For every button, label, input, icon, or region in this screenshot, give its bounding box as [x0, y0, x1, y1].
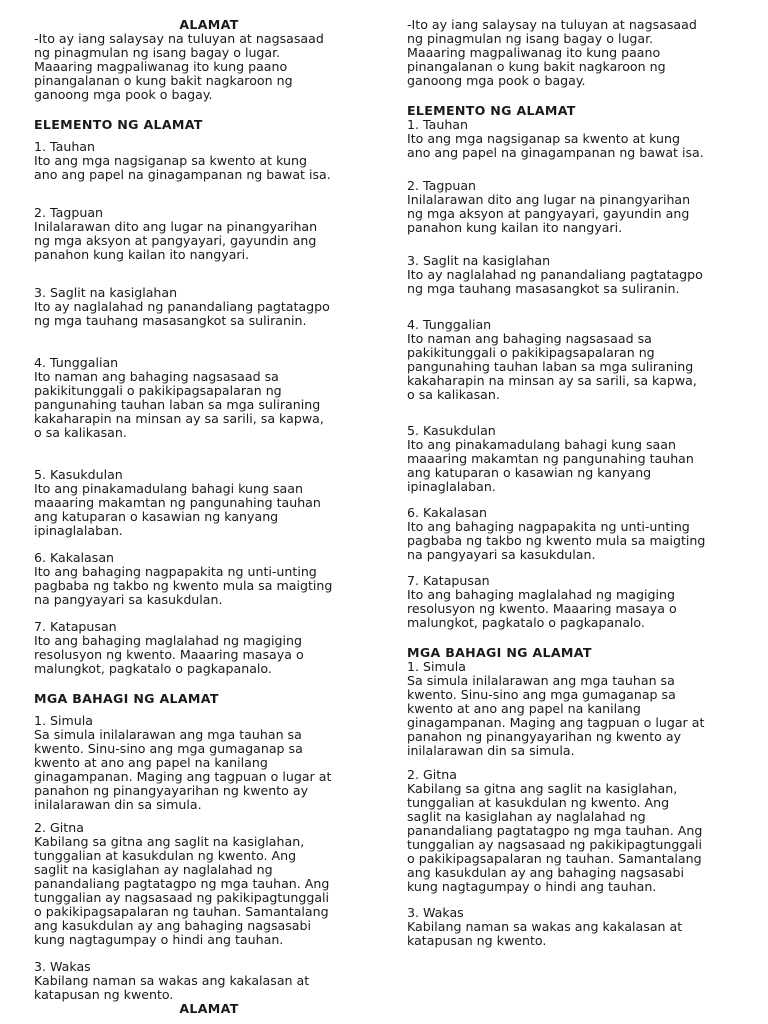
element-body: Ito naman ang bahaging nagsasaad sa pakikitunggali o pakikipagsapalaran ng pangunahing tauhan laban sa mga suliraning kakaharapin na minsan ay sa sarili, sa kapwa, o sa kalikasan.: [34, 369, 324, 440]
element-body: Ito naman ang bahaging nagsasaad sa pakikitunggali o pakikipagsapalaran ng pangunahing tauhan laban sa mga suliraning kakaharapin na minsan ay sa sarili, sa kapwa, o sa kalikasan.: [407, 331, 697, 402]
element-body: Inilalarawan dito ang lugar na pinangyarihan ng mga aksyon at pangyayari, gayundin ang panahon kung kailan ito nangyari.: [407, 192, 691, 235]
part-body: Kabilang sa gitna ang saglit na kasiglahan, tunggalian at kasukdulan ng kwento. Ang saglit na kasiglahan ay naglalahad ng panandaliang pagtatagpo ng mga tauhan. Ang tunggalian ay nagsasaad ng pakikipagtunggali o pakikipagsapalaran ng tauhan. Samantalang ang kasukdulan ay ang bahaging nagsasabi kung nagtagumpay o hindi ang tauhan.: [407, 781, 703, 894]
part-title: 2. Gitna: [407, 767, 457, 782]
element-body: Ito ay naglalahad ng panandaliang pagtatagpo ng mga tauhang masasangkot sa suliranin.: [407, 267, 703, 296]
part-body: Kabilang sa gitna ang saglit na kasiglahan, tunggalian at kasukdulan ng kwento. Ang saglit na kasiglahan ay naglalahad ng panandaliang pagtatagpo ng mga tauhan. Ang tunggalian ay nagsasaad ng pakikipagtunggali o pakikipagsapalaran ng tauhan. Samantalang ang kasukdulan ay ang bahaging nagsasabi kung nagtagumpay o hindi ang tauhan.: [34, 834, 330, 947]
part-title: 1. Simula: [34, 713, 93, 728]
footer-title: ALAMAT: [179, 1001, 239, 1016]
element-title: 5. Kasukdulan: [34, 467, 123, 482]
element-body: Ito ay naglalahad ng panandaliang pagtatagpo ng mga tauhang masasangkot sa suliranin.: [34, 299, 330, 328]
bahagi-heading: MGA BAHAGI NG ALAMAT: [407, 645, 592, 660]
element-title: 1. Tauhan: [34, 139, 96, 154]
element-title: 4. Tunggalian: [34, 355, 119, 370]
part-body: Sa simula inilalarawan ang mga tauhan sa kwento. Sinu-sino ang mga gumaganap sa kwento at ano ang papel na kanilang ginagampanan. Maging ang tagpuan o lugar at panahon ng pinangyayarihan ng kwento ay inilalarawan din sa simula.: [34, 727, 332, 812]
elemento-heading: ELEMENTO NG ALAMAT: [34, 117, 203, 132]
element-body: Ito ang bahaging nagpapakita ng unti-unting pagbaba ng takbo ng kwento mula sa maigting na pangyayari sa kasukdulan.: [407, 519, 706, 562]
left-column: [34, 18, 374, 1016]
intro-paragraph: -Ito ay iang salaysay na tuluyan at nagsasaad ng pinagmulan ng isang bagay o lugar. Maaaring magpaliwanag ito kung paano pinangalanan o kung bakit nagkaroon ng ganoong mga pook o bagay.: [407, 17, 697, 88]
elemento-heading: ELEMENTO NG ALAMAT: [407, 103, 576, 118]
element-body: Ito ang bahaging maglalahad ng magiging resolusyon ng kwento. Maaaring masaya o malungkot, pagkatalo o pagkapanalo.: [407, 587, 677, 630]
element-title: 2. Tagpuan: [34, 205, 104, 220]
element-body: Ito ang mga nagsiganap sa kwento at kung ano ang papel na ginagampanan ng bawat isa.: [34, 153, 331, 182]
element-body: Ito ang mga nagsiganap sa kwento at kung ano ang papel na ginagampanan ng bawat isa.: [407, 131, 704, 160]
element-body: Ito ang pinakamadulang bahagi kung saan maaaring makamtan ng pangunahing tauhan ang katuparan o kasawian ng kanyang ipinaglalaban.: [407, 437, 694, 494]
element-title: 7. Katapusan: [407, 573, 490, 588]
element-title: 6. Kakalasan: [407, 505, 488, 520]
element-title: 2. Tagpuan: [407, 178, 477, 193]
element-title: 3. Saglit na kasiglahan: [34, 285, 178, 300]
element-body: Ito ang pinakamadulang bahagi kung saan maaaring makamtan ng pangunahing tauhan ang katuparan o kasawian ng kanyang ipinaglalaban.: [34, 481, 321, 538]
part-title: 1. Simula: [407, 659, 466, 674]
part-body: Kabilang naman sa wakas ang kakalasan at katapusan ng kwento.: [34, 973, 310, 1002]
element-body: Ito ang bahaging nagpapakita ng unti-unting pagbaba ng takbo ng kwento mula sa maigting na pangyayari sa kasukdulan.: [34, 564, 333, 607]
element-title: 7. Katapusan: [34, 619, 117, 634]
element-body: Inilalarawan dito ang lugar na pinangyarihan ng mga aksyon at pangyayari, gayundin ang panahon kung kailan ito nangyari.: [34, 219, 318, 262]
part-body: Sa simula inilalarawan ang mga tauhan sa kwento. Sinu-sino ang mga gumaganap sa kwento at ano ang papel na kanilang ginagampanan. Maging ang tagpuan o lugar at panahon ng pinangyayarihan ng kwento ay inilalarawan din sa simula.: [407, 673, 705, 758]
right-column: [407, 18, 747, 948]
document-title: ALAMAT: [179, 17, 239, 32]
part-title: 3. Wakas: [407, 905, 464, 920]
element-title: 6. Kakalasan: [34, 550, 115, 565]
part-title: 2. Gitna: [34, 820, 84, 835]
intro-paragraph: -Ito ay iang salaysay na tuluyan at nagsasaad ng pinagmulan ng isang bagay o lugar. Maaaring magpaliwanag ito kung paano pinangalanan o kung bakit nagkaroon ng ganoong mga pook o bagay.: [34, 31, 324, 102]
element-title: 4. Tunggalian: [407, 317, 492, 332]
part-title: 3. Wakas: [34, 959, 91, 974]
element-title: 1. Tauhan: [407, 117, 469, 132]
element-body: Ito ang bahaging maglalahad ng magiging resolusyon ng kwento. Maaaring masaya o malungkot, pagkatalo o pagkapanalo.: [34, 633, 304, 676]
element-title: 5. Kasukdulan: [407, 423, 496, 438]
part-body: Kabilang naman sa wakas ang kakalasan at katapusan ng kwento.: [407, 919, 683, 948]
bahagi-heading: MGA BAHAGI NG ALAMAT: [34, 691, 219, 706]
element-title: 3. Saglit na kasiglahan: [407, 253, 551, 268]
